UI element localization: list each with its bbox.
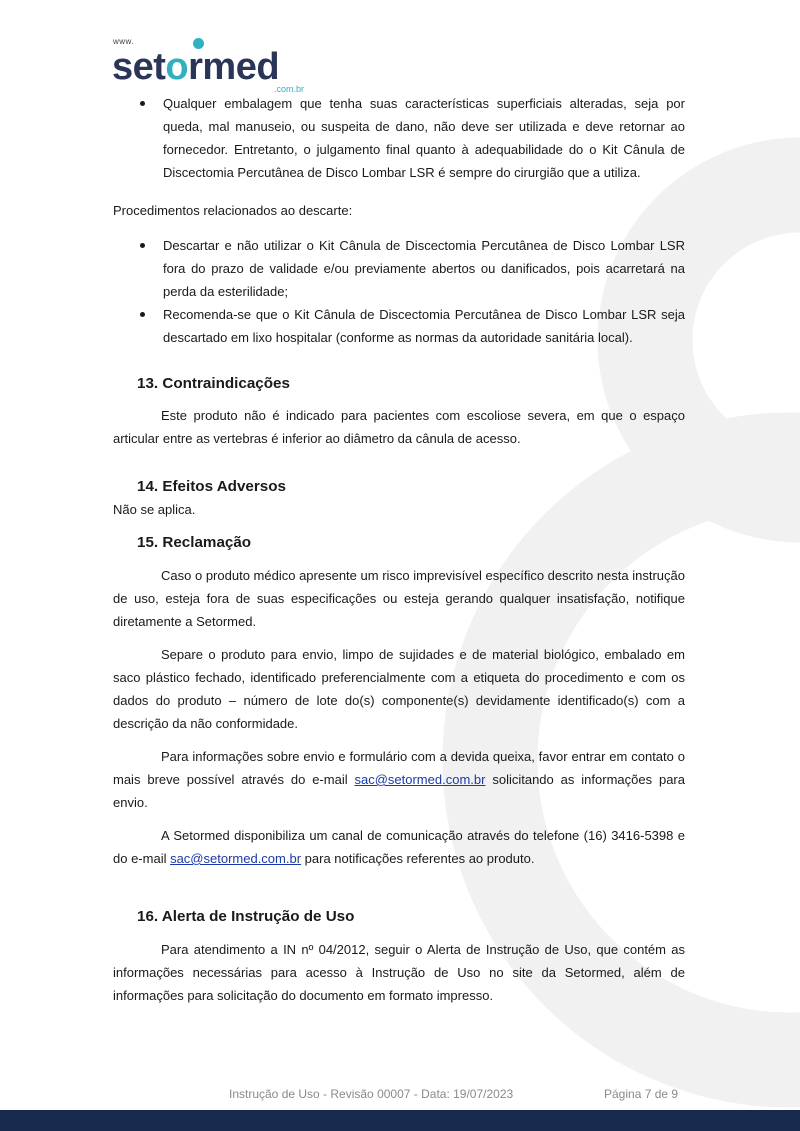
section-16-title: 16. Alerta de Instrução de Uso bbox=[137, 908, 355, 925]
section-13-title: 13. Contraindicações bbox=[137, 375, 290, 392]
list-item bbox=[113, 92, 685, 184]
logo-www-text: www. bbox=[113, 37, 135, 46]
sac-email-link[interactable]: sac@setormed.com.br bbox=[170, 851, 302, 866]
logo-wordmark-part1: set bbox=[112, 46, 166, 88]
section-15-paragraph-4 bbox=[113, 824, 685, 870]
list-item bbox=[113, 303, 685, 349]
list-item-text: Qualquer embalagem que tenha suas características superficiais alteradas, seja por queda, mal manuseio, ou suspeita de dano, não deve ser utilizada e deve retornar ao fornecedor. Entretanto, o julgamento final quanto à adequabilidade do o Kit Cânula de Discectomia Percutânea de Disco Lombar LSR é sempre do cirurgião que a utiliza. bbox=[163, 96, 685, 180]
list-item-text: Recomenda-se que o Kit Cânula de Discectomia Percutânea de Disco Lombar LSR seja descartado em lixo hospitalar (conforme as normas da autoridade sanitária local). bbox=[163, 307, 685, 345]
section-15-paragraph-3 bbox=[113, 745, 685, 814]
bullet-icon bbox=[140, 312, 145, 317]
section-15-paragraph-1: Caso o produto médico apresente um risco imprevisível específico descrito nesta instrução de uso, esteja fora de suas especificações ou esteja gerando qualquer insatisfação, notifique diretamente a Setormed. bbox=[113, 568, 685, 629]
section-14-text: Não se aplica. bbox=[113, 502, 196, 517]
packaging-bullet-list bbox=[113, 92, 685, 184]
disposal-bullet-list bbox=[113, 234, 685, 349]
setormed-logo bbox=[112, 36, 312, 96]
section-15-paragraph-2: Separe o produto para envio, limpo de sujidades e de material biológico, embalado em saco plástico fechado, identificado preferencialmente com a etiqueta do procedimento e com os dados do produto – número de lote do(s) componente(s) devidamente identificado(s) com a descrição da não conformidade. bbox=[113, 647, 685, 731]
paragraph-4-text-end: para notificações referentes ao produto. bbox=[301, 851, 535, 866]
list-item-text: Descartar e não utilizar o Kit Cânula de Discectomia Percutânea de Disco Lombar LSR fora do prazo de validade e/ou previamente abertos ou danificados, pois acarretará na perda da esterilidade; bbox=[163, 238, 685, 299]
section-14-title: 14. Efeitos Adversos bbox=[137, 478, 286, 495]
footer-page-number: Página 7 de 9 bbox=[604, 1087, 679, 1101]
footer-document-info: Instrução de Uso - Revisão 00007 - Data: 19/07/2023 bbox=[229, 1087, 514, 1101]
section-15-title: 15. Reclamação bbox=[137, 534, 252, 551]
logo-wordmark-part2: o bbox=[165, 46, 189, 88]
bullet-icon bbox=[140, 101, 145, 106]
footer-bar bbox=[0, 1110, 800, 1131]
disposal-intro: Procedimentos relacionados ao descarte: bbox=[113, 203, 353, 218]
paragraph-3-text-end: solicitando as informações para envio. bbox=[113, 772, 685, 810]
section-13-text: Este produto não é indicado para pacientes com escoliose severa, em que o espaço articular entre as vertebras é inferior ao diâmetro da cânula de acesso. bbox=[113, 408, 685, 446]
logo-wordmark bbox=[112, 48, 279, 86]
sac-email-link[interactable]: sac@setormed.com.br bbox=[354, 772, 486, 787]
section-16-text: Para atendimento a IN nº 04/2012, seguir o Alerta de Instrução de Uso, que contém as informações necessárias para acesso à Instrução de Uso no site da Setormed, além de informações para solicitação do documento em formato impresso. bbox=[113, 942, 685, 1003]
logo-domain-text: .com.br bbox=[274, 84, 305, 94]
document-body bbox=[113, 92, 685, 1007]
logo-wordmark-part3: rmed bbox=[188, 46, 280, 88]
list-item bbox=[113, 234, 685, 303]
bullet-icon bbox=[140, 243, 145, 248]
paragraph-4-text-start: A Setormed disponibiliza um canal de comunicação através do telefone (16) 3416-5398 e do e-mail bbox=[113, 828, 685, 866]
paragraph-3-text-start: Para informações sobre envio e formulário com a devida queixa, favor entrar em contato o mais breve possível através do e-mail bbox=[113, 749, 685, 787]
